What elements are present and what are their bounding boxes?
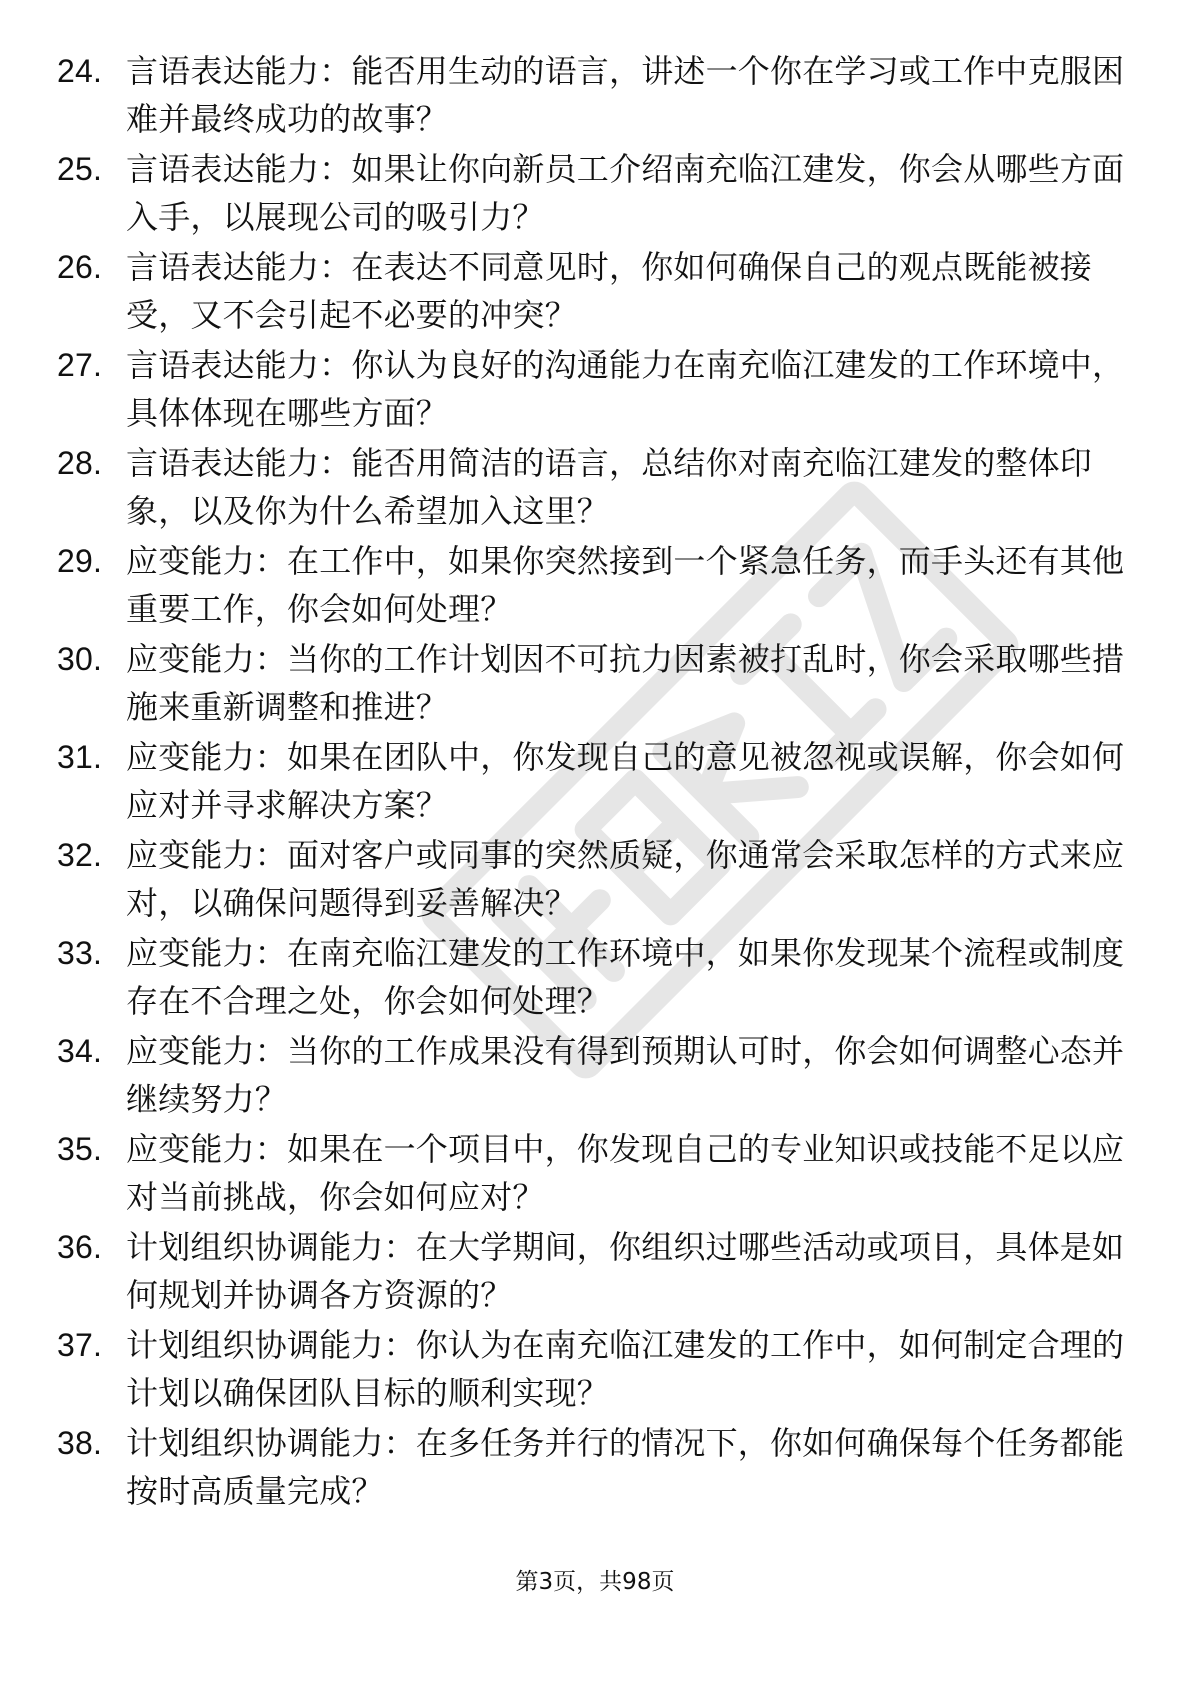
question-number: 34.: [57, 1033, 103, 1069]
question-number: 26.: [57, 249, 103, 285]
list-item: [57, 733, 1137, 829]
list-item: [57, 831, 1137, 927]
question-number: 29.: [57, 543, 103, 579]
question-text: 言语表达能力：能否用生动的语言，讲述一个你在学习或工作中克服困难并最终成功的故事？: [126, 52, 1125, 138]
list-item: [57, 1223, 1137, 1319]
question-text: 应变能力：在南充临江建发的工作环境中，如果你发现某个流程或制度存在不合理之处，你会如何处理？: [126, 934, 1125, 1020]
list-item: [57, 635, 1137, 731]
question-number: 30.: [57, 641, 103, 677]
list-item: [57, 439, 1137, 535]
list-item: [57, 1027, 1137, 1123]
list-item: [57, 1125, 1137, 1221]
list-item: [57, 929, 1137, 1025]
question-text: 应变能力：当你的工作成果没有得到预期认可时，你会如何调整心态并继续努力？: [126, 1032, 1125, 1118]
question-text: 言语表达能力：能否用简洁的语言，总结你对南充临江建发的整体印象，以及你为什么希望加入这里？: [126, 444, 1093, 530]
question-text: 计划组织协调能力：在多任务并行的情况下，你如何确保每个任务都能按时高质量完成？: [126, 1424, 1125, 1510]
list-item: [57, 537, 1137, 633]
question-number: 37.: [57, 1327, 103, 1363]
question-text: 应变能力：面对客户或同事的突然质疑，你通常会采取怎样的方式来应对，以确保问题得到妥善解决？: [126, 836, 1125, 922]
question-list: [57, 47, 1137, 1517]
question-text: 应变能力：在工作中，如果你突然接到一个紧急任务，而手头还有其他重要工作，你会如何处理？: [126, 542, 1125, 628]
question-number: 24.: [57, 53, 103, 89]
question-number: 32.: [57, 837, 103, 873]
question-number: 38.: [57, 1425, 103, 1461]
question-number: 35.: [57, 1131, 103, 1167]
question-text: 言语表达能力：在表达不同意见时，你如何确保自己的观点既能被接受，又不会引起不必要的冲突？: [126, 248, 1093, 334]
question-text: 计划组织协调能力：你认为在南充临江建发的工作中，如何制定合理的计划以确保团队目标的顺利实现？: [126, 1326, 1125, 1412]
question-text: 应变能力：如果在团队中，你发现自己的意见被忽视或误解，你会如何应对并寻求解决方案？: [126, 738, 1125, 824]
list-item: [57, 47, 1137, 143]
question-number: 33.: [57, 935, 103, 971]
question-number: 27.: [57, 347, 103, 383]
question-text: 应变能力：如果在一个项目中，你发现自己的专业知识或技能不足以应对当前挑战，你会如何应对？: [126, 1130, 1125, 1216]
question-text: 计划组织协调能力：在大学期间，你组织过哪些活动或项目，具体是如何规划并协调各方资源的？: [126, 1228, 1125, 1314]
list-item: [57, 243, 1137, 339]
question-number: 36.: [57, 1229, 103, 1265]
question-number: 28.: [57, 445, 103, 481]
list-item: [57, 341, 1137, 437]
question-number: 31.: [57, 739, 103, 775]
page-number-footer: 第3页，共98页: [515, 1569, 675, 1595]
question-number: 25.: [57, 151, 103, 187]
question-text: 言语表达能力：如果让你向新员工介绍南充临江建发，你会从哪些方面入手，以展现公司的吸引力？: [126, 150, 1125, 236]
question-text: 应变能力：当你的工作计划因不可抗力因素被打乱时，你会采取哪些措施来重新调整和推进？: [126, 640, 1125, 726]
question-text: 言语表达能力：你认为良好的沟通能力在南充临江建发的工作环境中，具体体现在哪些方面？: [126, 346, 1125, 432]
list-item: [57, 145, 1137, 241]
list-item: [57, 1321, 1137, 1417]
list-item: [57, 1419, 1137, 1515]
